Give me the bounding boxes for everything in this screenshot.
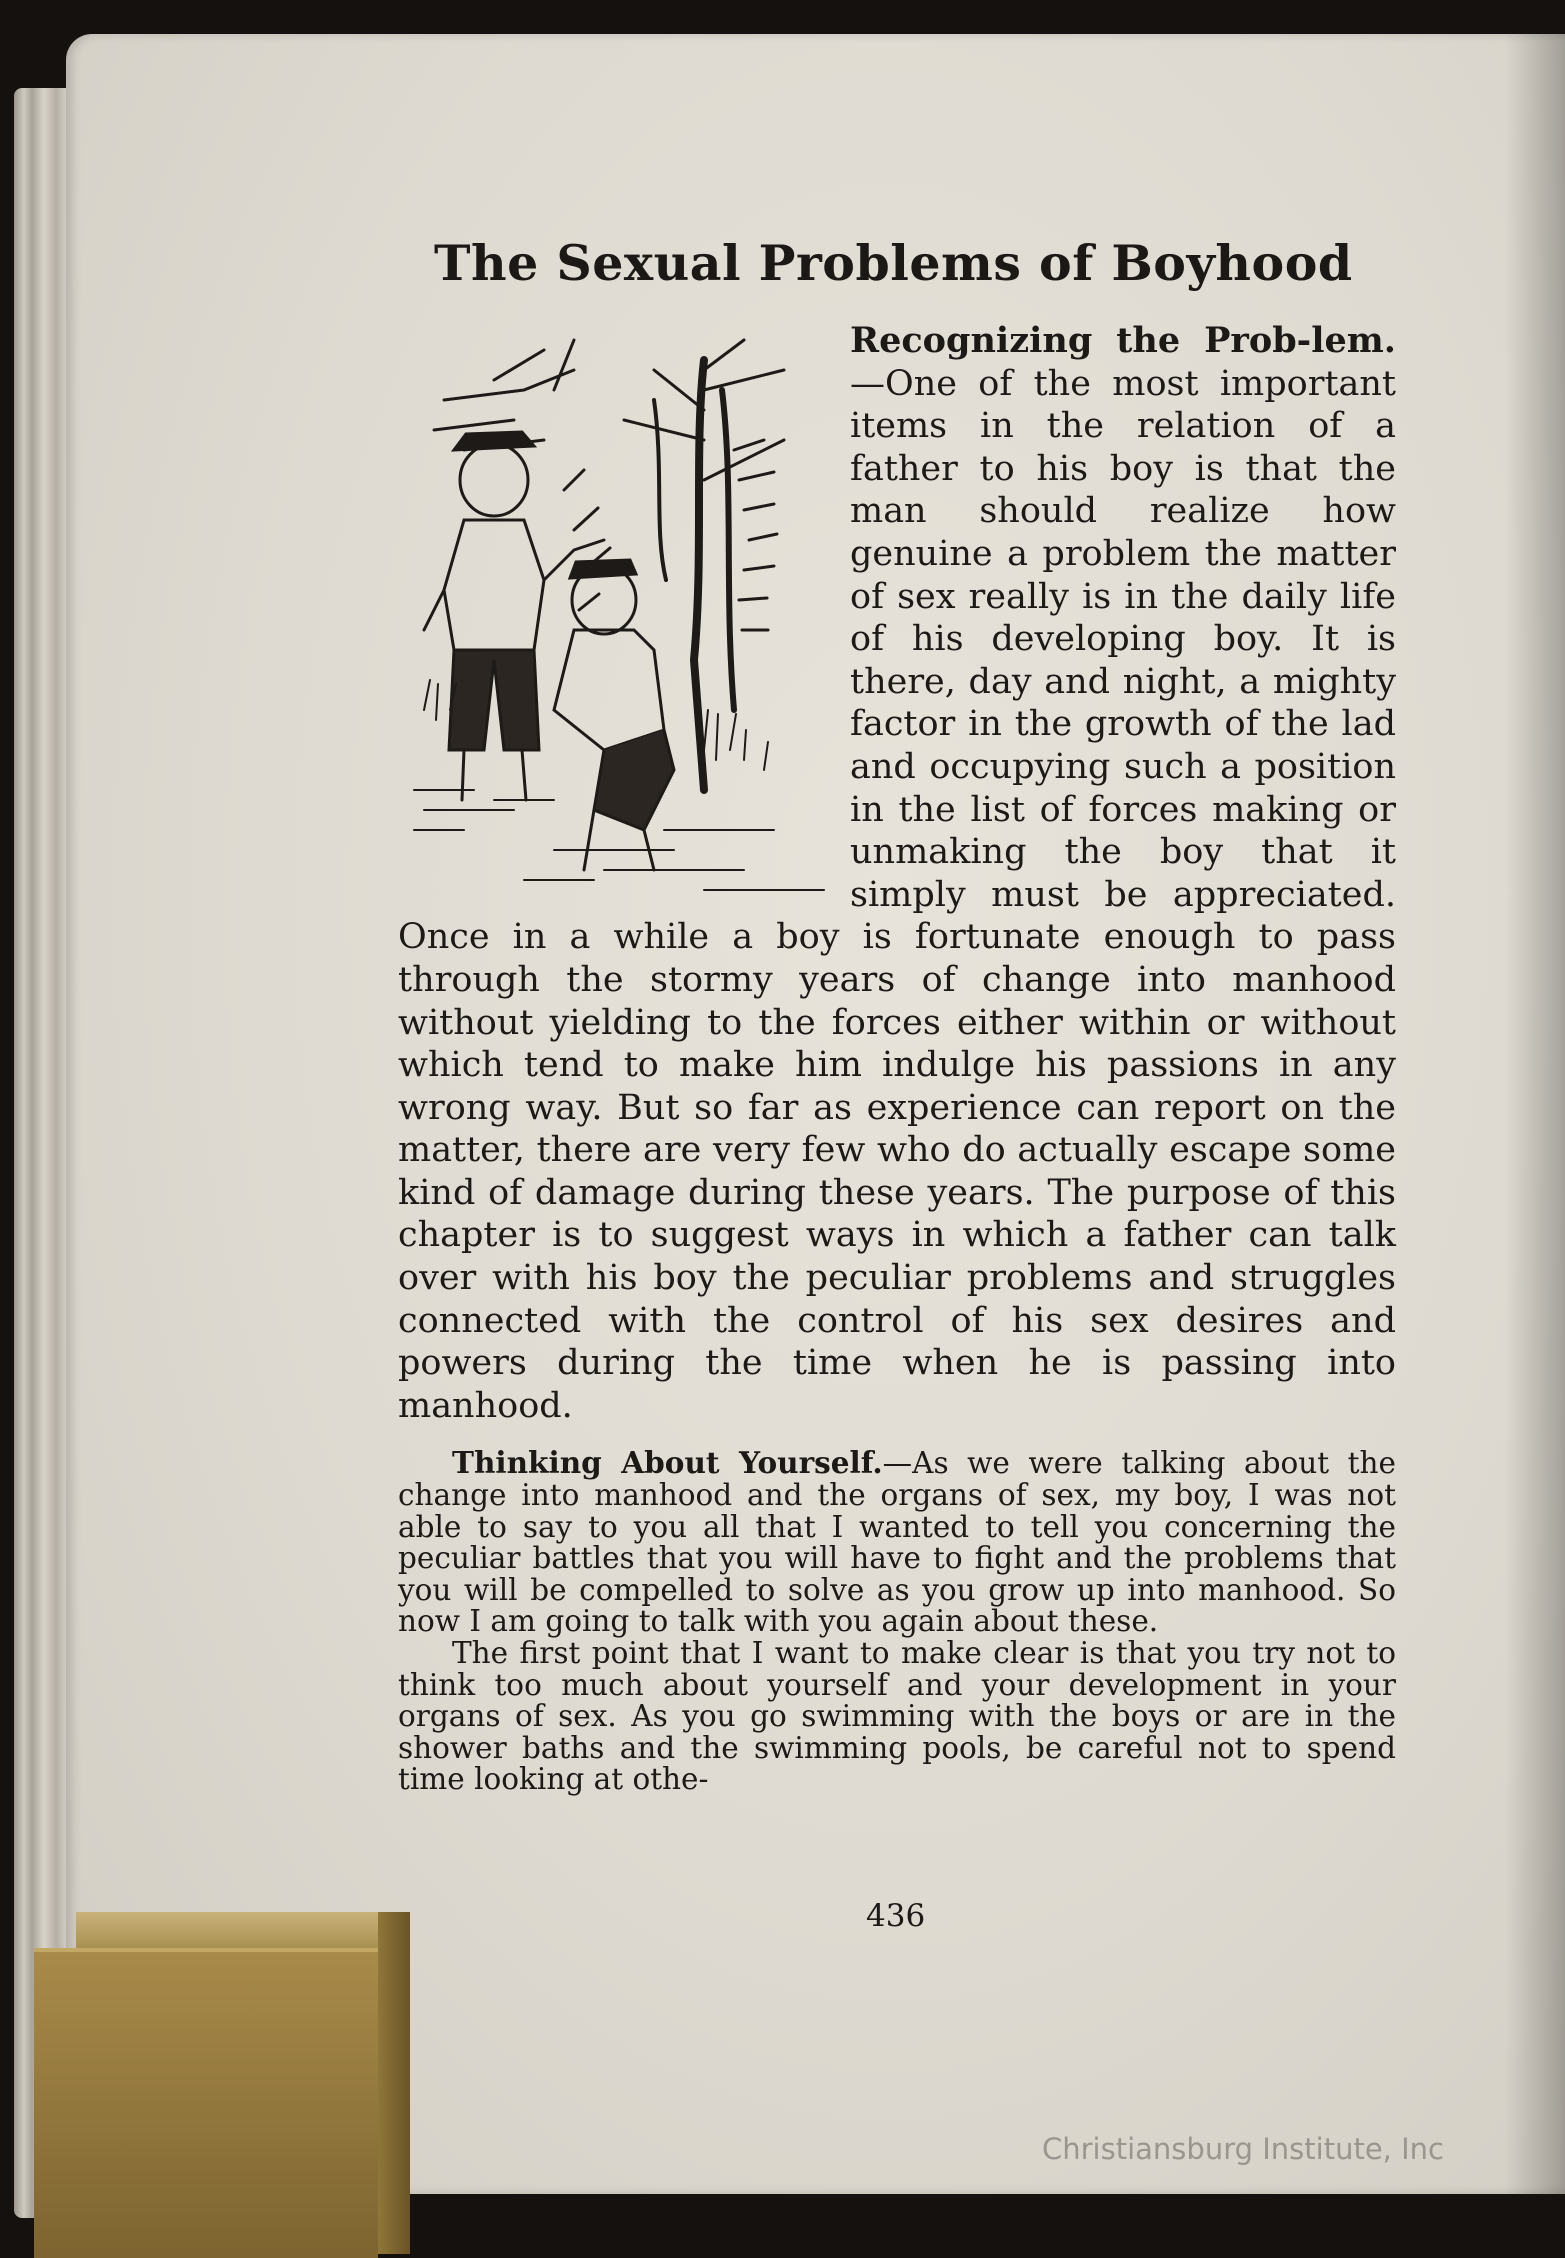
paragraph-body: —One of the most important items in the relation of a father to his boy is that the man should realize how genuine a problem the matter of sex really is in the daily life of his developing boy. It is there, day and night, a mighty factor in the growth of the lad and occupying such a position in the list of forces making or unmaking the boy that it simply must be appreciated. Once in a while a boy is fortunate enough to pass through the stormy years of change into manhood without yielding to the forces either within or without which tend to make him indulge his passions in any wrong way. But so far as experience can report on the matter, there are very few who do actually escape some kind of damage during these years. The purpose of this chapter is to suggest ways in which a father can talk over with his boy the peculiar problems and struggles connected with the control of his sex desires and powers during the time when he is passing into manhood. [398,363,1396,1426]
paragraph-thinking-about-yourself [398,1447,1396,1638]
paragraph-recognizing-the-problem [398,320,1396,1427]
text-column [398,320,1396,1796]
paperweight-block-side [378,1912,410,2254]
spine-shadow [1505,34,1565,2194]
paragraph-heading: Recognizing the Prob-lem. [850,320,1396,361]
paragraph-heading: Thinking About Yourself. [452,1445,883,1481]
watermark: Christiansburg Institute, Inc [1042,2132,1444,2166]
paperweight-block [34,1948,378,2258]
illustration-float-space [398,320,850,914]
paragraph-body: —As we were talking about the change into manhood and the organs of sex, my boy, I was not able to say to you all that I wanted to tell you concerning the peculiar battles that you will have to fight and the problems that you will be compelled to solve as you grow up into manhood. So now I am going to talk with you again about these. [398,1446,1396,1639]
page-title: The Sexual Problems of Boyhood [434,234,1353,292]
paragraph-first-point [398,1638,1396,1796]
paragraph-body: The first point that I want to make clear is that you try not to think too much about yourself and your development in your organs of sex. As you go swimming with the boys or are in the shower baths and the swimming pools, be careful not to spend time looking at othe- [398,1636,1396,1797]
page-number: 436 [866,1898,926,1934]
